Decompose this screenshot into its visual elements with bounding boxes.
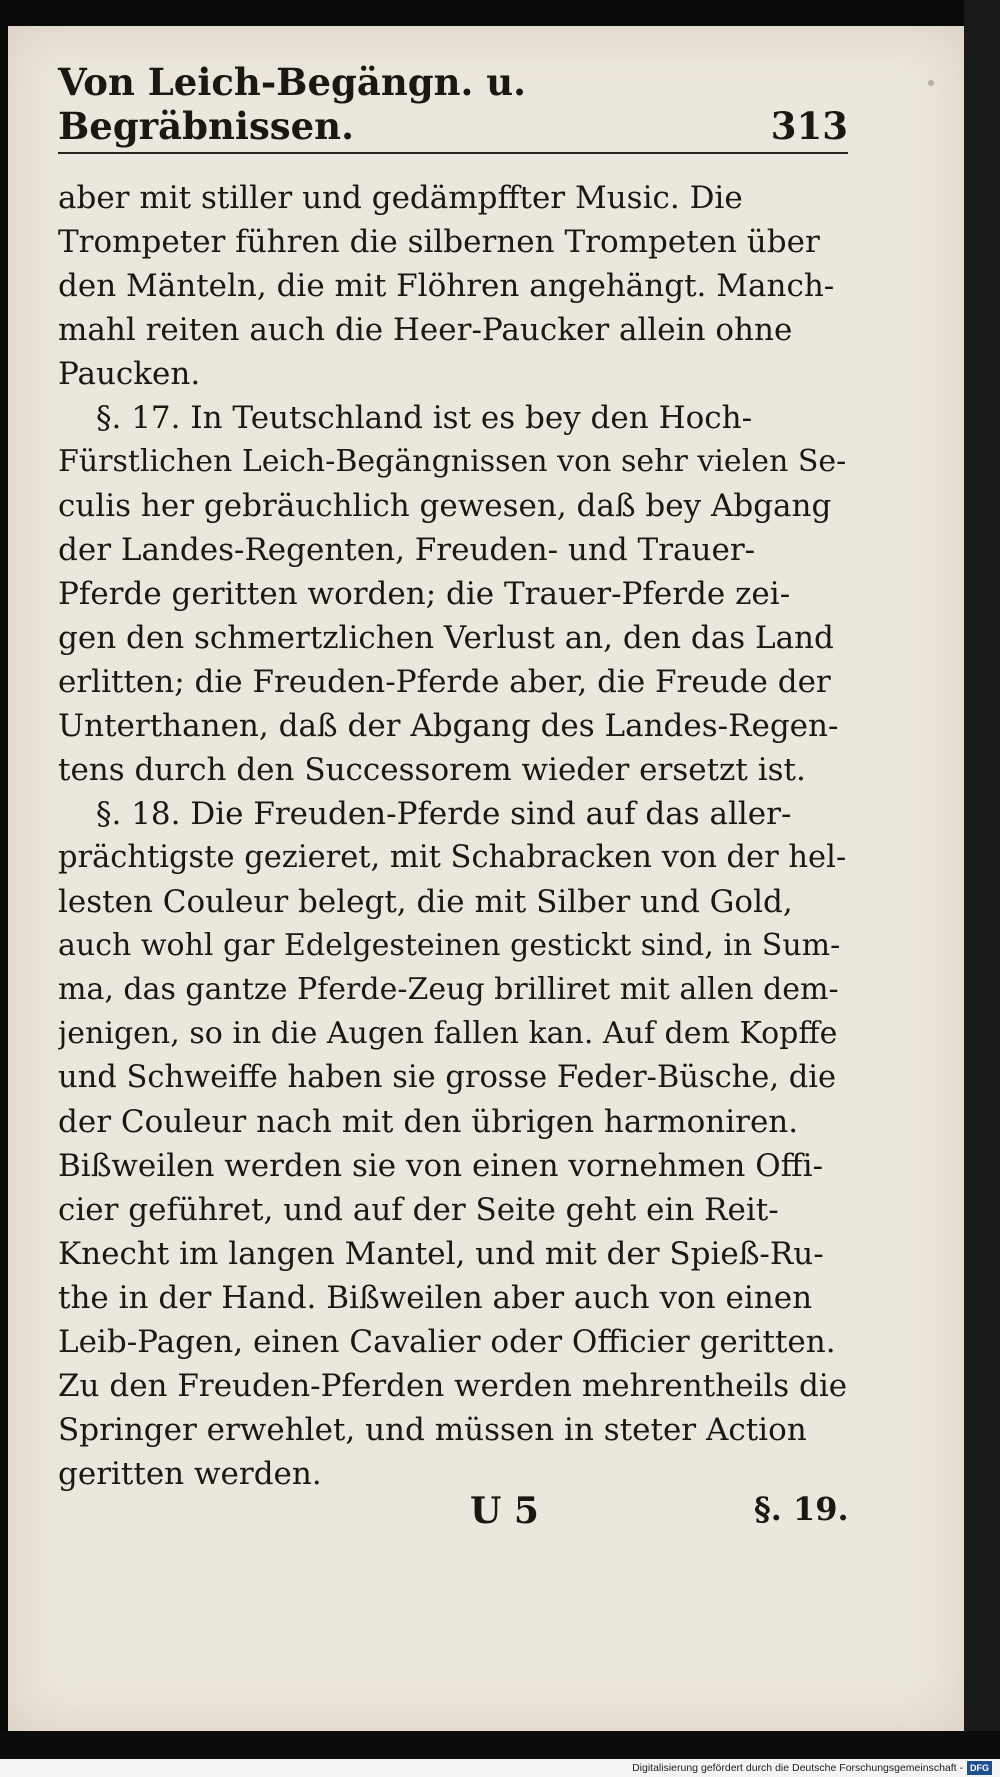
text-line: prächtigste gezieret, mit Schabracken von der hel-	[58, 840, 847, 875]
text-line: Zu den Freuden-Pferden werden mehrentheils die	[58, 1368, 848, 1404]
text-line: culis her gebräuchlich gewesen, daß bey Abgang	[58, 488, 832, 524]
scan-border	[0, 1731, 1000, 1759]
text-line: ma, das gantze Pferde-Zeug brilliret mit allen dem-	[58, 972, 839, 1007]
running-head-rule	[58, 152, 848, 154]
text-line: gen den schmertzlichen Verlust an, den das Land	[58, 620, 834, 656]
text-line: Unterthanen, daß der Abgang des Landes-Regen-	[58, 708, 839, 744]
running-head	[58, 60, 848, 148]
page-number: 313	[770, 104, 848, 148]
text-line: der Landes-Regenten, Freuden- und Trauer-	[58, 532, 756, 568]
text-line: Leib-Pagen, einen Cavalier oder Officier geritten.	[58, 1324, 836, 1360]
text-line: jenigen, so in die Augen fallen kan. Auf dem Kopffe	[58, 1016, 838, 1051]
text-line: §. 17. In Teutschland ist es bey den Hoch-	[96, 400, 753, 436]
paper-speck	[928, 80, 934, 86]
text-line: tens durch den Successorem wieder ersetzt ist.	[58, 752, 806, 788]
signature-mark: U 5	[470, 1490, 539, 1532]
funding-footer	[0, 1759, 1000, 1777]
text-line: der Couleur nach mit den übrigen harmoniren.	[58, 1104, 799, 1140]
text-line: auch wohl gar Edelgesteinen gestickt sind, in Sum-	[58, 928, 841, 963]
text-line: cier geführet, und auf der Seite geht ein Reit-	[58, 1192, 779, 1228]
text-line: Pferde geritten worden; die Trauer-Pferde zei-	[58, 576, 791, 612]
text-line: Paucken.	[58, 356, 201, 392]
dfg-logo: DFG	[967, 1761, 992, 1775]
text-line: und Schweiffe haben sie grosse Feder-Büsche, die	[58, 1060, 837, 1095]
text-line: the in der Hand. Bißweilen aber auch von einen	[58, 1280, 813, 1316]
text-line: erlitten; die Freuden-Pferde aber, die Freude der	[58, 664, 831, 700]
text-line: Knecht im langen Mantel, und mit der Spieß-Ru-	[58, 1236, 824, 1272]
text-line: Springer erwehlet, und müssen in steter Action	[58, 1412, 807, 1448]
text-line: lesten Couleur belegt, die mit Silber und Gold,	[58, 884, 793, 920]
text-line: mahl reiten auch die Heer-Paucker allein ohne	[58, 312, 793, 348]
text-line: Trompeter führen die silbernen Trompeten über	[58, 224, 820, 260]
text-line: den Mänteln, die mit Flöhren angehängt. Manch-	[58, 268, 835, 304]
book-edge	[964, 0, 1000, 1777]
catchword: §. 19.	[754, 1490, 849, 1528]
text-line: Bißweilen werden sie von einen vornehmen Offi-	[58, 1148, 824, 1184]
funding-notice: Digitalisierung gefördert durch die Deutsche Forschungsgemeinschaft -	[632, 1762, 963, 1774]
running-head-title: Von Leich-Begängn. u. Begräbnissen.	[58, 60, 527, 148]
text-line: geritten werden.	[58, 1456, 322, 1492]
text-line: Fürstlichen Leich-Begängnissen von sehr vielen Se-	[58, 444, 847, 479]
text-line: aber mit stiller und gedämpffter Music. Die	[58, 180, 743, 216]
text-line: §. 18. Die Freuden-Pferde sind auf das aller-	[96, 796, 792, 832]
